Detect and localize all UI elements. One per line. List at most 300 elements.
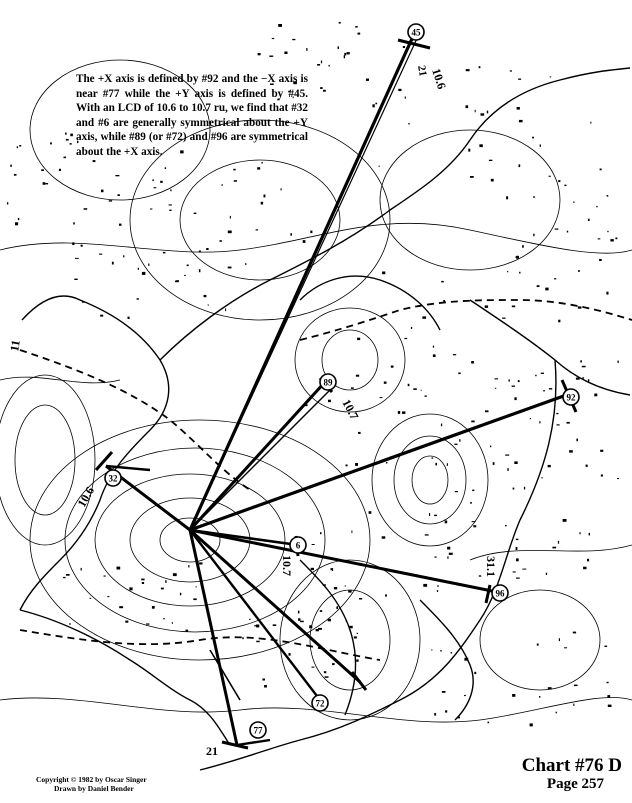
station-plot-mark: [323, 90, 326, 92]
station-marker-6: [290, 537, 306, 553]
station-plot-mark: [440, 650, 441, 651]
station-plot-mark: [154, 187, 157, 188]
station-plot-mark: [254, 625, 256, 626]
station-plot-mark: [317, 64, 320, 66]
station-plot-mark: [458, 373, 460, 375]
station-plot-mark: [64, 157, 67, 159]
station-plot-mark: [66, 574, 70, 576]
station-plot-mark: [607, 695, 610, 698]
station-plot-mark: [490, 446, 491, 448]
station-plot-mark: [81, 245, 83, 247]
station-plot-mark: [588, 219, 590, 221]
station-plot-mark: [310, 231, 312, 234]
station-plot-mark: [196, 586, 197, 587]
station-plot-mark: [447, 463, 448, 466]
station-plot-mark: [303, 240, 306, 243]
station-plot-mark: [471, 361, 474, 364]
station-plot-mark: [323, 584, 326, 585]
station-plot-mark: [129, 587, 132, 590]
station-plot-mark: [228, 231, 232, 234]
station-plot-mark: [464, 658, 468, 661]
station-plot-mark: [522, 569, 526, 570]
station-plot-mark: [72, 242, 74, 245]
station-plot-mark: [264, 685, 267, 688]
station-marker-label: 32: [108, 473, 118, 484]
station-plot-mark: [539, 696, 540, 698]
station-plot-mark: [199, 251, 201, 253]
station-plot-mark: [152, 179, 153, 181]
station-plot-mark: [375, 103, 377, 105]
station-plot-mark: [128, 317, 130, 319]
station-plot-mark: [278, 24, 282, 27]
station-plot-mark: [339, 22, 341, 24]
station-plot-mark: [615, 238, 617, 240]
station-plot-mark: [160, 181, 163, 183]
station-plot-mark: [537, 285, 540, 287]
station-plot-mark: [256, 625, 259, 628]
station-plot-mark: [441, 424, 442, 427]
station-plot-mark: [586, 465, 588, 467]
station-plot-mark: [578, 270, 580, 272]
station-plot-mark: [610, 239, 613, 241]
station-plot-mark: [567, 422, 570, 424]
station-plot-mark: [445, 521, 448, 524]
station-plot-mark: [366, 79, 369, 81]
station-plot-mark: [489, 160, 493, 161]
station-plot-mark: [402, 411, 405, 414]
station-plot-mark: [519, 164, 521, 167]
station-plot-mark: [413, 388, 417, 390]
station-plot-mark: [557, 424, 560, 425]
station-plot-mark: [425, 534, 429, 535]
station-plot-mark: [107, 596, 109, 597]
page-number: Page 257: [546, 776, 604, 792]
station-plot-mark: [222, 184, 223, 186]
station-plot-mark: [320, 610, 322, 612]
station-marker-89: [320, 374, 336, 390]
station-plot-mark: [264, 195, 266, 198]
station-plot-mark: [90, 598, 92, 599]
station-plot-mark: [533, 234, 534, 236]
station-plot-mark: [458, 717, 460, 719]
distance-label: 21: [415, 64, 429, 78]
station-plot-mark: [163, 252, 166, 254]
station-plot-mark: [518, 79, 521, 80]
station-plot-mark: [573, 202, 574, 203]
station-plot-mark: [516, 558, 519, 561]
station-plot-mark: [573, 704, 574, 706]
station-plot-mark: [588, 379, 589, 382]
station-plot-mark: [193, 598, 196, 600]
station-plot-mark: [433, 346, 434, 348]
station-plot-mark: [533, 196, 535, 197]
station-plot-mark: [443, 300, 445, 303]
station-plot-mark: [115, 175, 119, 176]
station-plot-mark: [272, 38, 274, 39]
station-plot-mark: [382, 536, 386, 538]
station-plot-mark: [391, 366, 394, 368]
distance-label: 10.7: [280, 555, 294, 576]
station-plot-mark: [273, 624, 277, 626]
station-plot-mark: [93, 160, 96, 162]
station-plot-mark: [398, 411, 400, 414]
station-plot-mark: [519, 272, 520, 274]
station-plot-mark: [601, 475, 603, 477]
station-plot-mark: [516, 578, 520, 579]
station-plot-mark: [84, 208, 88, 210]
station-plot-mark: [559, 638, 560, 641]
station-plot-mark: [474, 672, 476, 674]
station-plot-mark: [292, 39, 295, 40]
station-plot-mark: [422, 316, 426, 318]
station-plot-mark: [552, 547, 556, 549]
station-plot-mark: [99, 254, 102, 255]
station-marker-label: 89: [323, 377, 333, 388]
station-plot-mark: [607, 195, 609, 197]
station-plot-mark: [332, 663, 335, 665]
station-plot-mark: [517, 107, 520, 110]
station-plot-mark: [411, 327, 412, 329]
station-plot-mark: [578, 306, 582, 308]
station-plot-mark: [445, 710, 447, 712]
station-plot-mark: [338, 46, 340, 49]
station-plot-mark: [328, 400, 331, 402]
station-plot-mark: [555, 229, 559, 230]
station-plot-mark: [485, 305, 488, 308]
station-plot-mark: [298, 611, 300, 614]
station-plot-mark: [256, 641, 259, 643]
station-plot-mark: [516, 256, 519, 259]
station-plot-mark: [359, 598, 362, 600]
station-plot-mark: [505, 455, 509, 456]
station-plot-mark: [245, 263, 246, 265]
station-plot-mark: [228, 267, 232, 269]
station-plot-mark: [81, 568, 82, 571]
distance-label: 10.6: [429, 66, 449, 91]
station-plot-mark: [546, 573, 547, 575]
station-plot-mark: [607, 682, 609, 683]
station-plot-mark: [549, 388, 552, 389]
station-plot-mark: [479, 144, 482, 147]
station-plot-mark: [300, 621, 304, 623]
distance-label: 21: [206, 744, 218, 758]
station-plot-mark: [599, 259, 602, 261]
station-plot-mark: [74, 279, 77, 280]
station-plot-mark: [573, 632, 576, 634]
station-plot-mark: [506, 196, 508, 199]
station-plot-mark: [403, 46, 405, 48]
station-plot-mark: [530, 418, 531, 419]
station-plot-mark: [608, 705, 612, 707]
station-plot-mark: [230, 216, 231, 219]
station-plot-mark: [495, 378, 499, 379]
station-plot-mark: [347, 52, 350, 54]
station-plot-mark: [63, 577, 66, 578]
station-plot-mark: [152, 606, 155, 609]
station-plot-mark: [324, 671, 326, 673]
station-plot-mark: [556, 712, 557, 714]
station-plot-mark: [369, 511, 372, 514]
station-plot-mark: [582, 366, 586, 368]
station-plot-mark: [100, 315, 103, 317]
station-plot-mark: [234, 180, 237, 182]
station-plot-mark: [485, 410, 489, 412]
station-plot-mark: [386, 462, 388, 463]
station-plot-mark: [269, 56, 273, 57]
station-plot-mark: [257, 167, 260, 169]
station-plot-mark: [101, 190, 104, 193]
station-marker-label: 72: [315, 698, 325, 709]
distance-label: 10.6: [74, 484, 98, 510]
station-plot-mark: [170, 189, 171, 191]
station-plot-mark: [453, 354, 456, 355]
station-plot-mark: [141, 579, 144, 581]
station-plot-mark: [524, 487, 525, 490]
station-plot-mark: [589, 533, 590, 536]
station-plot-mark: [554, 278, 556, 279]
station-plot-mark: [548, 465, 551, 467]
station-plot-mark: [10, 165, 12, 167]
station-plot-mark: [357, 633, 358, 634]
station-plot-mark: [505, 525, 507, 526]
station-plot-mark: [550, 76, 552, 77]
station-plot-mark: [516, 539, 519, 540]
station-plot-mark: [379, 166, 380, 167]
station-plot-mark: [169, 210, 171, 211]
station-plot-mark: [290, 233, 292, 236]
station-plot-mark: [349, 626, 353, 629]
chart-title: Chart #76 D: [521, 755, 622, 776]
station-plot-mark: [471, 421, 474, 423]
station-plot-mark: [594, 394, 597, 397]
station-plot-mark: [242, 637, 243, 639]
station-plot-mark: [451, 652, 452, 654]
station-plot-mark: [600, 450, 603, 452]
station-plot-mark: [449, 553, 453, 555]
copyright-note: [36, 775, 147, 793]
station-plot-mark: [425, 396, 427, 397]
station-plot-mark: [580, 360, 582, 362]
station-plot-mark: [532, 137, 534, 139]
station-plot-mark: [328, 619, 331, 622]
station-plot-mark: [70, 143, 72, 145]
station-plot-mark: [576, 439, 578, 442]
station-plot-mark: [429, 513, 430, 516]
station-plot-mark: [470, 176, 474, 178]
station-plot-mark: [464, 695, 466, 696]
station-plot-mark: [598, 238, 601, 239]
station-plot-mark: [583, 567, 586, 570]
station-plot-mark: [66, 139, 69, 141]
station-plot-mark: [479, 66, 481, 68]
station-plot-mark: [587, 559, 589, 562]
station-plot-mark: [434, 713, 436, 716]
station-plot-mark: [548, 687, 552, 689]
station-plot-mark: [542, 477, 543, 478]
station-plot-mark: [472, 521, 476, 522]
station-plot-mark: [334, 587, 337, 589]
station-plot-mark: [173, 573, 177, 576]
station-plot-mark: [408, 384, 410, 386]
station-marker-45: [408, 24, 424, 40]
station-plot-mark: [199, 269, 201, 272]
station-plot-mark: [382, 272, 385, 275]
station-plot-mark: [516, 547, 518, 550]
station-plot-mark: [437, 585, 438, 587]
station-plot-mark: [281, 188, 282, 190]
station-plot-mark: [69, 623, 70, 625]
station-plot-mark: [262, 679, 265, 681]
station-plot-mark: [404, 338, 407, 339]
station-plot-mark: [75, 258, 79, 259]
station-plot-mark: [582, 377, 584, 378]
distance-label: 10.7: [339, 396, 362, 422]
station-plot-mark: [488, 722, 490, 724]
station-plot-mark: [346, 465, 348, 467]
station-plot-mark: [220, 240, 222, 242]
station-plot-mark: [466, 69, 470, 71]
station-plot-mark: [199, 562, 202, 564]
station-plot-mark: [455, 491, 458, 492]
station-plot-mark: [459, 439, 460, 442]
station-plot-mark: [262, 162, 263, 164]
station-plot-mark: [514, 461, 517, 464]
station-plot-mark: [512, 386, 515, 387]
station-plot-mark: [261, 202, 263, 205]
station-plot-mark: [472, 490, 474, 492]
station-plot-mark: [372, 104, 374, 107]
station-plot-mark: [606, 292, 608, 295]
station-plot-mark: [194, 213, 197, 214]
station-plot-mark: [358, 33, 361, 35]
station-plot-mark: [355, 26, 358, 28]
station-plot-mark: [7, 202, 8, 204]
station-plot-mark: [540, 144, 541, 147]
station-plot-mark: [208, 305, 209, 306]
station-plot-mark: [556, 413, 558, 414]
station-plot-mark: [233, 169, 235, 171]
station-plot-mark: [580, 532, 581, 534]
station-plot-mark: [332, 570, 333, 571]
station-plot-mark: [59, 169, 61, 171]
station-plot-mark: [309, 625, 312, 628]
station-plot-mark: [481, 113, 485, 115]
station-plot-mark: [142, 582, 144, 584]
station-plot-mark: [14, 174, 17, 176]
station-plot-mark: [423, 584, 427, 587]
station-plot-mark: [289, 653, 291, 656]
station-plot-mark: [312, 544, 315, 545]
station-plot-mark: [104, 576, 106, 577]
station-plot-mark: [487, 111, 488, 114]
station-plot-mark: [447, 547, 450, 550]
station-plot-mark: [507, 271, 508, 272]
station-plot-mark: [618, 361, 619, 363]
station-plot-mark: [384, 382, 387, 384]
station-plot-mark: [558, 180, 560, 182]
station-plot-mark: [172, 622, 173, 624]
station-plot-mark: [109, 200, 112, 201]
station-plot-mark: [441, 281, 444, 283]
station-plot-mark: [442, 691, 446, 693]
distance-label: 31.1: [484, 556, 498, 577]
station-plot-mark: [356, 375, 359, 377]
station-plot-mark: [564, 647, 567, 648]
station-plot-mark: [169, 204, 172, 205]
drawn-by-line: Drawn by Daniel Bender: [54, 784, 134, 793]
station-plot-mark: [617, 478, 619, 479]
station-plot-mark: [358, 432, 361, 434]
station-plot-mark: [206, 248, 208, 250]
station-plot-mark: [385, 594, 387, 596]
station-plot-mark: [473, 525, 476, 527]
station-marker-77: [250, 722, 266, 738]
station-plot-mark: [188, 565, 189, 568]
station-marker-92: [563, 389, 579, 405]
station-plot-mark: [475, 110, 476, 113]
station-plot-mark: [45, 183, 48, 184]
station-plot-mark: [408, 123, 410, 124]
station-plot-mark: [119, 606, 123, 608]
station-plot-mark: [137, 298, 139, 300]
station-plot-mark: [318, 628, 322, 630]
station-plot-mark: [454, 444, 457, 445]
station-plot-mark: [433, 354, 436, 357]
station-plot-mark: [519, 120, 523, 122]
station-plot-mark: [513, 571, 516, 572]
station-plot-mark: [530, 723, 533, 726]
station-plot-mark: [161, 588, 164, 590]
station-plot-mark: [249, 619, 251, 620]
station-plot-mark: [142, 272, 146, 275]
station-plot-mark: [576, 378, 580, 380]
station-plot-mark: [600, 169, 602, 171]
station-plot-mark: [607, 231, 608, 232]
axis-annotation: The +X axis is defined by #92 and the −X axis is near #77 while the +Y axis is defined by #45. With an LCD of 10.6 to 10.7 ru, we find that #32 and #6 are generally symmetrical about the +Y axis, while #89 (or #72) and #96 are symmetrical about the +X axis.: [76, 73, 308, 158]
station-plot-mark: [569, 450, 573, 452]
station-plot-mark: [348, 591, 351, 593]
station-plot-mark: [567, 231, 568, 233]
station-plot-mark: [435, 463, 437, 466]
station-marker-label: 77: [253, 725, 263, 736]
station-plot-mark: [306, 48, 307, 51]
station-plot-mark: [256, 229, 259, 230]
station-marker-label: 6: [295, 540, 301, 551]
station-plot-mark: [354, 636, 357, 638]
station-plot-mark: [491, 179, 494, 182]
station-marker-32: [105, 470, 121, 486]
station-plot-mark: [495, 388, 496, 389]
station-plot-mark: [150, 209, 152, 210]
station-plot-mark: [351, 531, 352, 533]
station-plot-mark: [204, 295, 207, 297]
station-plot-mark: [284, 52, 287, 55]
station-plot-mark: [125, 621, 128, 623]
station-plot-mark: [351, 387, 354, 389]
station-plot-mark: [514, 397, 516, 400]
station-plot-mark: [470, 502, 472, 504]
station-plot-mark: [346, 620, 347, 621]
distance-label: 11: [7, 338, 23, 353]
station-plot-mark: [357, 338, 360, 340]
station-plot-mark: [398, 89, 401, 91]
station-plot-mark: [355, 463, 358, 466]
station-plot-mark: [50, 142, 52, 144]
station-plot-mark: [549, 176, 551, 177]
station-plot-mark: [329, 65, 330, 67]
station-plot-mark: [512, 306, 515, 308]
station-plot-mark: [138, 268, 139, 270]
